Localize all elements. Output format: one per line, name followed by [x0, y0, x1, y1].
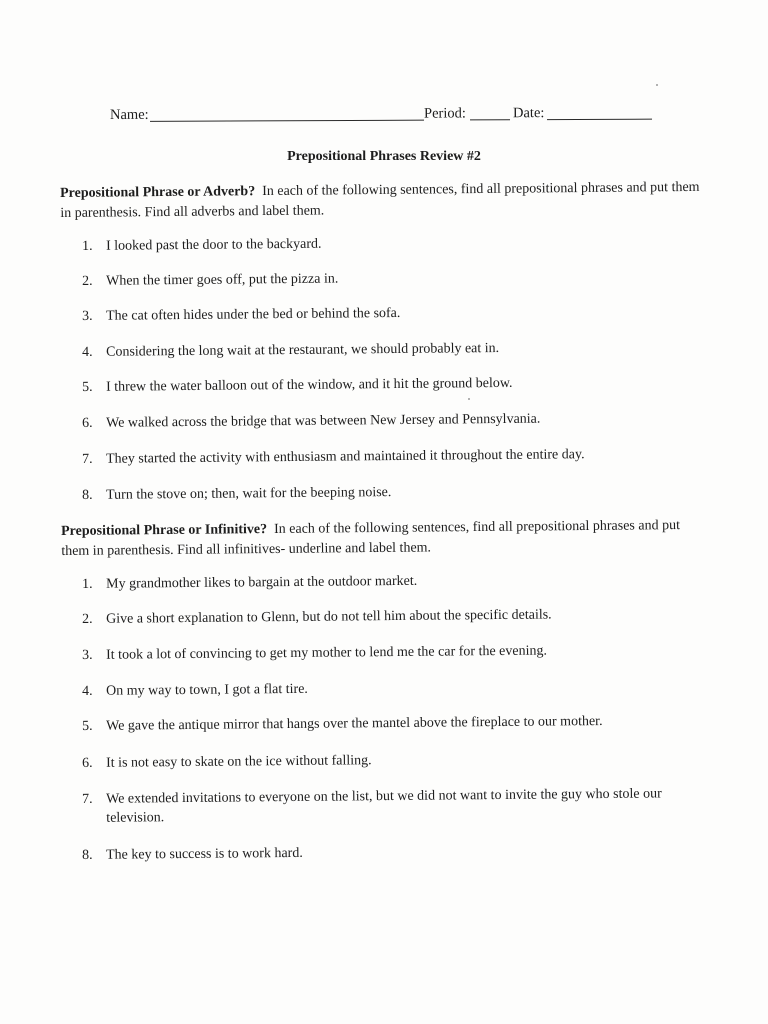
question-number: 4.: [82, 683, 93, 699]
question-item: [82, 410, 540, 433]
header-row: [110, 104, 670, 126]
question-text: We extended invitations to everyone on the list, but we did not want to invite the guy who stole our television.: [106, 786, 662, 826]
question-number: 6.: [82, 415, 93, 431]
question-number: 5.: [82, 379, 93, 395]
question-text: Considering the long wait at the restaurant, we should probably eat in.: [106, 340, 500, 360]
question-item: [82, 572, 417, 594]
section-2-directions: In each of the following sentences, find all prepositional phrases and put them in parenthesis. Find all infinitives- underline and label them.: [61, 518, 681, 559]
question-text: I threw the water balloon out of the window, and it hit the ground below.: [106, 375, 513, 395]
question-number: 8.: [82, 847, 93, 863]
question-text: Turn the stove on; then, wait for the beeping noise.: [106, 485, 392, 503]
question-text: We walked across the bridge that was between New Jersey and Pennsylvania.: [106, 411, 541, 431]
question-text: It is not easy to skate on the ice without falling.: [106, 753, 372, 771]
question-number: 8.: [82, 487, 93, 503]
question-text: My grandmother likes to bargain at the outdoor market.: [106, 573, 418, 592]
section-2-instructions: [61, 516, 711, 562]
question-item: [82, 374, 513, 397]
question-number: 6.: [82, 755, 93, 771]
question-number: 3.: [82, 647, 93, 663]
section-1-heading: Prepositional Phrase or Adverb?: [60, 184, 256, 201]
name-blank-line[interactable]: [150, 120, 424, 122]
question-text: I looked past the door to the backyard.: [106, 236, 322, 254]
question-item: [82, 339, 499, 362]
question-text: When the timer goes off, put the pizza in.: [106, 271, 339, 289]
question-number: 2.: [82, 611, 93, 627]
question-number: 2.: [82, 273, 93, 289]
question-text: We gave the antique mirror that hangs over the mantel above the fireplace to our mother.: [106, 714, 603, 734]
period-blank-line[interactable]: [470, 119, 510, 120]
question-item: [82, 605, 552, 629]
question-number: 4.: [82, 344, 93, 360]
name-label: Name:: [109, 106, 149, 123]
question-text: The cat often hides under the bed or behind the sofa.: [106, 305, 401, 324]
question-text: On my way to town, I got a flat tire.: [106, 681, 308, 699]
scan-speck: [468, 398, 470, 400]
question-item: [82, 483, 391, 505]
period-label: Period:: [423, 105, 466, 122]
section-1-instructions: [60, 178, 710, 224]
question-item: [82, 445, 585, 469]
question-number: 1.: [82, 238, 93, 254]
question-item: [82, 784, 706, 828]
question-item: [82, 304, 400, 326]
question-item: [82, 680, 308, 701]
date-label: Date:: [512, 105, 545, 122]
question-text: It took a lot of convincing to get my mother to lend me the car for the evening.: [106, 643, 548, 663]
question-item: [82, 844, 303, 865]
date-blank-line[interactable]: [547, 119, 652, 120]
question-text: The key to success is to work hard.: [106, 845, 303, 863]
question-number: 1.: [82, 576, 93, 592]
question-text: They started the activity with enthusiasm and maintained it throughout the entire day.: [106, 447, 585, 467]
worksheet-title: Prepositional Phrases Review #2: [287, 149, 481, 164]
scan-speck: [656, 84, 658, 86]
question-item: [82, 235, 322, 256]
question-item: [82, 751, 372, 773]
question-item: [82, 712, 603, 736]
question-number: 7.: [82, 451, 93, 467]
question-item: [82, 642, 547, 665]
question-item: [82, 270, 338, 291]
question-number: 3.: [82, 308, 93, 324]
question-text: Give a short explanation to Glenn, but do not tell him about the specific details.: [106, 607, 552, 627]
section-1-directions: In each of the following sentences, find all prepositional phrases and put them in parenthesis. Find all adverbs and label them.: [60, 179, 700, 221]
section-2-heading: Prepositional Phrase or Infinitive?: [61, 522, 268, 539]
question-number: 7.: [82, 791, 93, 807]
question-number: 5.: [82, 718, 93, 734]
